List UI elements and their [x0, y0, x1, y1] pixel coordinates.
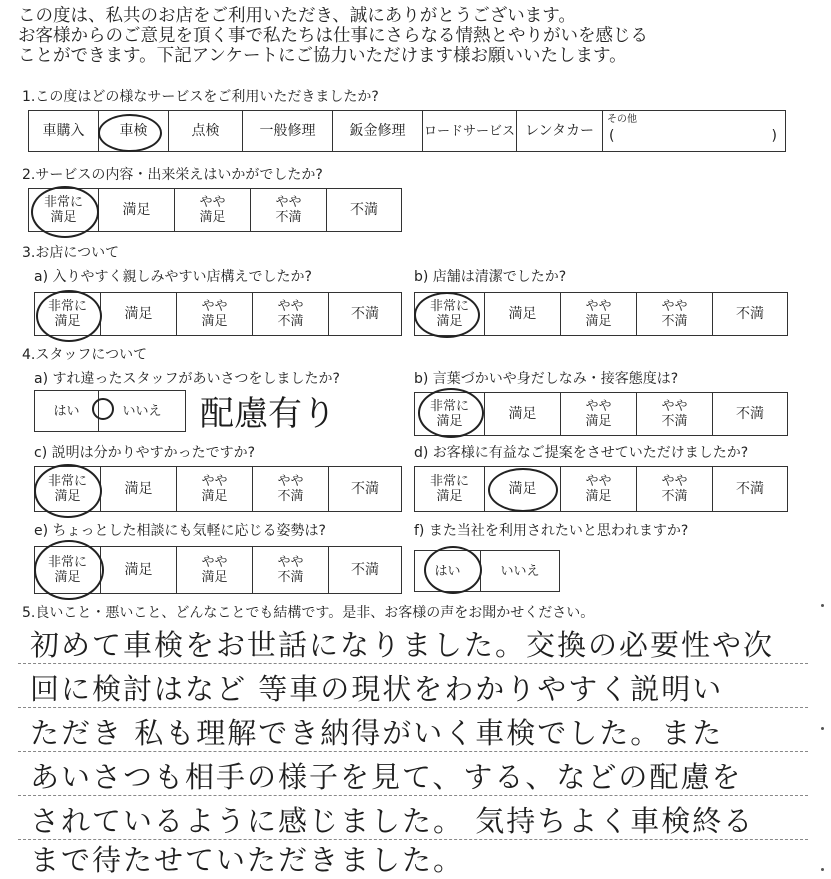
q1-other-label: その他	[607, 114, 637, 125]
q4d-option-somewhat-dissatisfied[interactable]: やや 不満	[637, 467, 713, 511]
comment-line-2: 回に検討はなど 等車の現状をわかりやすく説明い	[30, 672, 724, 706]
q4d-option-satisfied[interactable]: 満足	[485, 467, 561, 511]
q2-option-somewhat-dissatisfied[interactable]: やや 不満	[251, 189, 327, 231]
q3a-option-somewhat-satisfied[interactable]: やや 満足	[177, 293, 253, 335]
scan-speck-1	[821, 604, 824, 607]
q4e-options	[34, 546, 402, 594]
q3a-option-somewhat-dissatisfied[interactable]: やや 不満	[253, 293, 329, 335]
q4d-option-very-satisfied[interactable]: 非常に 満足	[415, 467, 485, 511]
q4d-options	[414, 466, 788, 512]
q1-options	[28, 110, 786, 152]
comment-line-4: あいさつも相手の様子を見て、する、などの配慮を	[30, 760, 743, 794]
q4b-option-satisfied[interactable]: 満足	[485, 393, 561, 435]
q3a-options	[34, 292, 402, 336]
q3b-option-dissatisfied[interactable]: 不満	[736, 305, 764, 322]
q2-option-satisfied[interactable]: 満足	[99, 189, 175, 231]
comment-line-5: されているように感じました。 気持ちよく車検終る	[30, 804, 755, 838]
q2-option-very-satisfied[interactable]: 非常に 満足	[29, 189, 99, 231]
q1-option-rental[interactable]: レンタカー	[517, 111, 603, 151]
q2-options	[28, 188, 402, 232]
q2-option-dissatisfied[interactable]: 不満	[350, 201, 378, 218]
comment-line-1: 初めて車検をお世話になりました。交換の必要性や次	[30, 628, 775, 662]
q4d-title: d) お客様に有益なご提案をさせていただけましたか?	[414, 445, 749, 461]
q4a-option-yes[interactable]: はい	[35, 391, 99, 431]
q4d-option-somewhat-satisfied[interactable]: やや 満足	[561, 467, 637, 511]
q1-title: 1.この度はどの様なサービスをご利用いただきましたか?	[22, 89, 379, 105]
q1-option-bodywork[interactable]: 鈑金修理	[333, 111, 423, 151]
q3a-option-satisfied[interactable]: 満足	[101, 293, 177, 335]
q1-option-road-service[interactable]: ロードサービス	[423, 111, 517, 151]
q4b-options	[414, 392, 788, 436]
q1-other-close: )	[771, 127, 777, 144]
q3a-option-dissatisfied[interactable]: 不満	[351, 305, 379, 322]
scan-speck-3	[821, 868, 824, 871]
q4a-options	[34, 390, 186, 432]
q4c-option-very-satisfied[interactable]: 非常に 満足	[35, 467, 101, 511]
q4e-option-very-satisfied[interactable]: 非常に 満足	[35, 547, 101, 593]
q1-option-other[interactable]	[603, 111, 785, 151]
q4b-option-somewhat-satisfied[interactable]: やや 満足	[561, 393, 637, 435]
q4b-option-somewhat-dissatisfied[interactable]: やや 不満	[637, 393, 713, 435]
q2-option-somewhat-satisfied[interactable]: やや 満足	[175, 189, 251, 231]
q4c-option-satisfied[interactable]: 満足	[101, 467, 177, 511]
q3b-option-somewhat-satisfied[interactable]: やや 満足	[561, 293, 637, 335]
q4a-title: a) すれ違ったスタッフがあいさつをしましたか?	[34, 371, 340, 387]
q3b-option-very-satisfied[interactable]: 非常に 満足	[415, 293, 485, 335]
q3b-options	[414, 292, 788, 336]
q3b-option-satisfied[interactable]: 満足	[485, 293, 561, 335]
comment-line-6: まで待たせていただきました。	[30, 843, 465, 877]
q1-option-general-repair[interactable]: 一般修理	[243, 111, 333, 151]
q4b-title: b) 言葉づかいや身だしなみ・接客態度は?	[414, 371, 679, 387]
q3b-option-somewhat-dissatisfied[interactable]: やや 不満	[637, 293, 713, 335]
q3-title: 3.お店について	[22, 245, 120, 261]
q4f-options	[414, 550, 560, 592]
q4c-title: c) 説明は分かりやすかったですか?	[34, 445, 256, 461]
q4c-options	[34, 466, 402, 512]
q4a-handwritten-note: 配慮有り	[200, 394, 336, 434]
intro-text	[18, 6, 818, 66]
q1-option-car-purchase[interactable]: 車購入	[29, 111, 99, 151]
q4b-option-very-satisfied[interactable]: 非常に 満足	[415, 393, 485, 435]
q4c-option-dissatisfied[interactable]: 不満	[351, 480, 379, 497]
intro-line-3: ことができます。下記アンケートにご協力いただけます様お願いいたします。	[18, 46, 627, 66]
q4a-option-no[interactable]: いいえ	[122, 403, 162, 419]
q4c-option-somewhat-dissatisfied[interactable]: やや 不満	[253, 467, 329, 511]
q4e-option-somewhat-satisfied[interactable]: やや 満足	[177, 547, 253, 593]
q4-title: 4.スタッフについて	[22, 347, 148, 363]
q4d-option-dissatisfied[interactable]: 不満	[736, 480, 764, 497]
q4f-option-yes[interactable]: はい	[415, 551, 481, 591]
scan-speck-2	[821, 727, 824, 730]
q3a-option-very-satisfied[interactable]: 非常に 満足	[35, 293, 101, 335]
q4c-option-somewhat-satisfied[interactable]: やや 満足	[177, 467, 253, 511]
q3a-title: a) 入りやすく親しみやすい店構えでしたか?	[34, 269, 312, 285]
q2-title: 2.サービスの内容・出来栄えはいかがでしたか?	[22, 167, 323, 183]
q4f-option-no[interactable]: いいえ	[500, 563, 540, 579]
q4e-option-somewhat-dissatisfied[interactable]: やや 不満	[253, 547, 329, 593]
q4f-title: f) また当社を利用されたいと思われますか?	[414, 523, 689, 539]
intro-line-1: この度は、私共のお店をご利用いただき、誠にありがとうございます。	[18, 6, 576, 26]
intro-line-2: お客様からのご意見を頂く事で私たちは仕事にさらなる情熱とやりがいを感じる	[18, 26, 648, 46]
q4b-option-dissatisfied[interactable]: 不満	[736, 405, 764, 422]
q4e-option-dissatisfied[interactable]: 不満	[351, 561, 379, 578]
q4e-option-satisfied[interactable]: 満足	[101, 547, 177, 593]
q1-other-open: (	[609, 127, 615, 144]
q4e-title: e) ちょっとした相談にも気軽に応じる姿勢は?	[34, 523, 326, 539]
comment-line-3: ただき 私も理解でき納得がいく車検でした。また	[30, 716, 724, 750]
q1-option-shaken[interactable]: 車検	[99, 111, 169, 151]
q5-title: 5.良いこと・悪いこと、どんなことでも結構です。是非、お客様の声をお聞かせください。	[22, 605, 595, 621]
q3b-title: b) 店舗は清潔でしたか?	[414, 269, 567, 285]
q1-option-inspection[interactable]: 点検	[169, 111, 243, 151]
